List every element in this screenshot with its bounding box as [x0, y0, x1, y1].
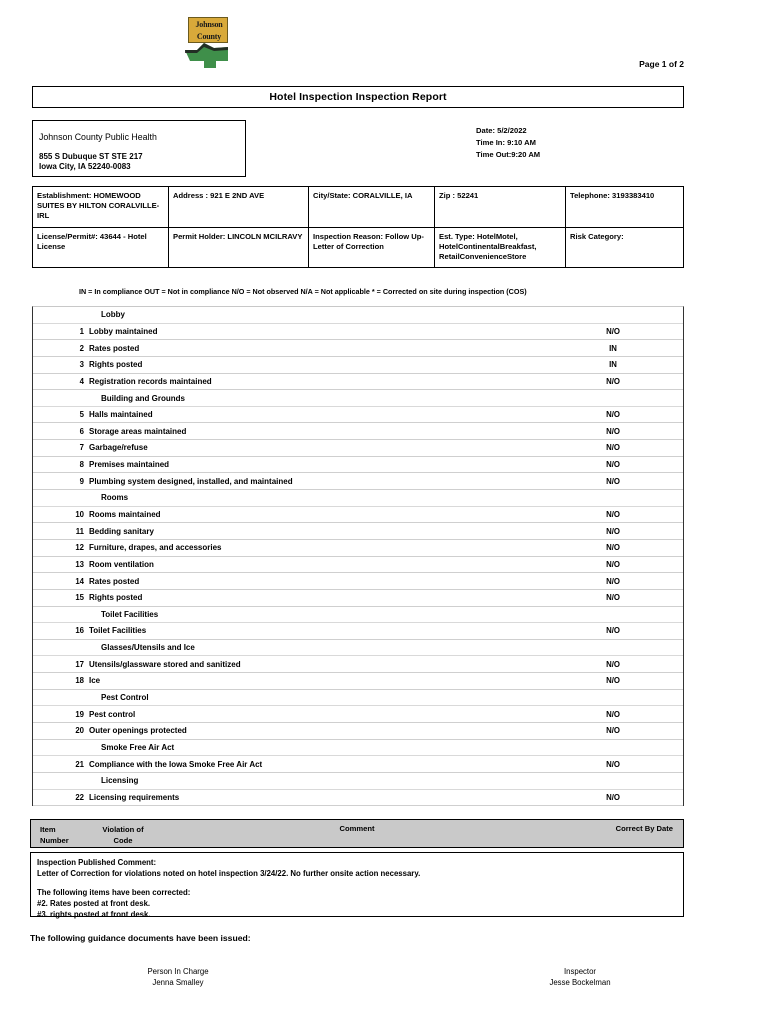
- inspection-item-row: [33, 557, 683, 574]
- item-status: N/O: [606, 460, 620, 470]
- item-label: Halls maintained: [89, 410, 153, 420]
- item-label: Plumbing system designed, installed, and maintained: [89, 476, 293, 486]
- item-label: Registration records maintained: [89, 376, 212, 386]
- item-section-header: [33, 773, 683, 790]
- inspection-item-row: [33, 540, 683, 557]
- johnson-county-logo: [184, 17, 234, 69]
- report-title-bar: [32, 86, 684, 108]
- agency-address: 855 S Dubuque ST STE 217 Iowa City, IA 52240-0083: [39, 151, 143, 171]
- item-status: N/O: [606, 676, 620, 686]
- field-zip: Zip : 52241: [435, 187, 566, 227]
- comment-table-header: [30, 819, 684, 848]
- inspection-item-row: [33, 590, 683, 607]
- item-number: 15: [75, 593, 84, 603]
- establishment-info-table: [32, 186, 684, 268]
- county-outline-icon: [184, 39, 232, 69]
- field-establishment: Establishment: HOMEWOOD SUITES BY HILTON CORALVILLE- IRL: [33, 187, 169, 227]
- inspection-item-row: [33, 656, 683, 673]
- item-status: N/O: [606, 726, 620, 736]
- published-comment-body: [30, 852, 684, 920]
- guidance-documents-note: The following guidance documents have been issued:: [30, 933, 251, 943]
- item-section-header: [33, 640, 683, 657]
- field-address: Address : 921 E 2ND AVE: [169, 187, 309, 227]
- inspector-name: Jesse Bockelman: [549, 978, 611, 988]
- inspection-item-row: [33, 473, 683, 490]
- item-number: 14: [75, 576, 84, 586]
- logo-wordmark: Johnson County: [195, 20, 223, 41]
- inspection-item-row: [33, 440, 683, 457]
- section-label: Glasses/Utensils and Ice: [101, 643, 195, 653]
- item-status: N/O: [606, 410, 620, 420]
- item-status: N/O: [606, 593, 620, 603]
- person-in-charge-signature: [98, 966, 258, 989]
- item-number: 12: [75, 543, 84, 553]
- item-label: Utensils/glassware stored and sanitized: [89, 659, 241, 669]
- inspection-item-row: [33, 673, 683, 690]
- field-inspection-reason: Inspection Reason: Follow Up- Letter of Correction: [309, 227, 435, 267]
- inspector-label: Inspector: [563, 967, 597, 976]
- col-item-number: Item Number: [40, 825, 69, 845]
- item-section-header: [33, 690, 683, 707]
- item-label: Room ventilation: [89, 559, 154, 569]
- field-license-permit: License/Permit#: 43644 - Hotel License: [33, 227, 169, 267]
- inspection-item-row: [33, 407, 683, 424]
- item-section-header: [33, 740, 683, 757]
- item-number: 19: [75, 709, 84, 719]
- comment-line: The following items have been corrected:: [37, 888, 191, 898]
- inspection-item-row: [33, 523, 683, 540]
- col-comment: Comment: [339, 824, 375, 833]
- item-label: Compliance with the Iowa Smoke Free Air Act: [89, 759, 263, 769]
- field-city-state: City/State: CORALVILLE, IA: [309, 187, 435, 227]
- page-title: Hotel Inspection Inspection Report: [269, 91, 447, 103]
- item-status: N/O: [606, 709, 620, 719]
- col-correct-by-date: Correct By Date: [615, 824, 673, 833]
- section-label: Smoke Free Air Act: [101, 742, 175, 752]
- inspection-item-row: [33, 706, 683, 723]
- comment-line: Inspection Published Comment:: [37, 858, 157, 867]
- item-number: 6: [79, 426, 84, 436]
- item-number: 10: [75, 510, 84, 519]
- section-label: Pest Control: [101, 693, 149, 703]
- item-status: N/O: [606, 576, 620, 586]
- item-number: 20: [75, 726, 84, 736]
- item-status: N/O: [606, 526, 620, 536]
- item-label: Lobby maintained: [89, 326, 158, 336]
- compliance-legend: IN = In compliance OUT = Not in compliance N/O = Not observed N/A = Not applicable * = Corrected on site during inspection (COS): [79, 287, 527, 296]
- item-label: Rates posted: [89, 576, 140, 586]
- item-status: N/O: [606, 326, 620, 336]
- item-status: N/O: [606, 792, 620, 802]
- item-label: Rates posted: [89, 343, 140, 353]
- item-label: Rights posted: [89, 360, 143, 370]
- item-number: 7: [79, 443, 84, 453]
- inspection-item-row: [33, 374, 683, 391]
- item-status: N/O: [606, 626, 620, 636]
- item-label: Ice: [89, 676, 101, 686]
- item-number: 8: [79, 460, 84, 470]
- item-number: 1: [79, 326, 84, 336]
- item-label: Bedding sanitary: [89, 526, 154, 536]
- section-label: Lobby: [101, 310, 125, 320]
- item-label: Licensing requirements: [89, 792, 180, 802]
- item-number: 17: [75, 659, 84, 669]
- agency-info-box: [32, 120, 246, 177]
- field-telephone: Telephone: 3193383410: [570, 191, 655, 200]
- item-number: 5: [79, 410, 84, 420]
- item-section-header: [33, 607, 683, 624]
- item-label: Rooms maintained: [89, 510, 161, 519]
- item-number: 4: [79, 376, 84, 386]
- item-section-header: [33, 307, 683, 324]
- comment-line: Letter of Correction for violations noted on hotel inspection 3/24/22. No further onsite action necessary.: [37, 869, 421, 879]
- inspection-item-row: [33, 423, 683, 440]
- person-in-charge-name: Jenna Smalley: [152, 978, 204, 988]
- item-number: 18: [75, 676, 84, 686]
- section-label: Building and Grounds: [101, 393, 185, 403]
- item-status: N/O: [606, 426, 620, 436]
- inspection-item-row: [33, 623, 683, 640]
- person-in-charge-label: Person In Charge: [147, 967, 209, 976]
- col-violation-of-code: Violation of Code: [102, 825, 144, 845]
- item-label: Rights posted: [89, 593, 143, 603]
- item-number: 11: [75, 526, 84, 536]
- inspection-item-row: [33, 573, 683, 590]
- item-status: N/O: [606, 376, 620, 386]
- visit-datetime: [476, 125, 540, 160]
- item-number: 2: [79, 343, 84, 353]
- item-label: Furniture, drapes, and accessories: [89, 543, 222, 553]
- item-label: Outer openings protected: [89, 726, 187, 736]
- item-status: N/O: [606, 759, 620, 769]
- visit-time-in: Time In: 9:10 AM: [476, 137, 536, 147]
- visit-date: Date: 5/2/2022: [476, 126, 527, 135]
- inspection-item-row: [33, 756, 683, 773]
- comment-blank-line: [37, 879, 683, 887]
- item-label: Garbage/refuse: [89, 443, 148, 453]
- item-status: N/O: [606, 510, 620, 519]
- item-number: 13: [75, 559, 84, 569]
- section-label: Rooms: [101, 493, 129, 503]
- item-label: Toilet Facilities: [89, 626, 147, 636]
- inspection-item-row: [33, 507, 683, 524]
- field-risk-category: Risk Category:: [566, 227, 683, 267]
- comment-line: #3. rights posted at front desk.: [37, 910, 151, 920]
- field-permit-holder: Permit Holder: LINCOLN MCILRAVY: [169, 227, 309, 267]
- item-number: 16: [75, 626, 84, 636]
- inspection-item-row: [33, 324, 683, 341]
- page-number: Page 1 of 2: [639, 59, 684, 69]
- item-number: 3: [79, 360, 84, 370]
- inspection-item-row: [33, 357, 683, 374]
- item-status: N/O: [606, 476, 620, 486]
- item-section-header: [33, 490, 683, 507]
- item-number: 21: [75, 759, 84, 769]
- inspection-item-row: [33, 723, 683, 740]
- inspector-signature: [500, 966, 660, 989]
- item-number: 22: [75, 792, 84, 802]
- comment-line: #2. Rates posted at front desk.: [37, 899, 151, 909]
- item-label: Storage areas maintained: [89, 426, 187, 436]
- field-est-type: Est. Type: HotelMotel, HotelContinentalBreakfast, RetailConvenienceStore: [435, 227, 566, 267]
- item-status: N/O: [606, 543, 620, 553]
- inspection-item-row: [33, 790, 683, 807]
- item-number: 9: [79, 476, 84, 486]
- visit-time-out: Time Out:9:20 AM: [476, 149, 541, 159]
- inspection-item-row: [33, 457, 683, 474]
- item-label: Pest control: [89, 709, 136, 719]
- item-status: N/O: [606, 659, 620, 669]
- item-label: Premises maintained: [89, 460, 170, 470]
- inspection-items-table: [32, 306, 684, 806]
- item-status: N/O: [606, 559, 620, 569]
- item-status: IN: [609, 343, 617, 353]
- item-status: N/O: [606, 443, 620, 453]
- item-section-header: [33, 390, 683, 407]
- inspection-item-row: [33, 340, 683, 357]
- item-status: IN: [609, 360, 617, 370]
- section-label: Toilet Facilities: [101, 609, 159, 619]
- section-label: Licensing: [101, 776, 139, 786]
- agency-name: Johnson County Public Health: [39, 132, 157, 142]
